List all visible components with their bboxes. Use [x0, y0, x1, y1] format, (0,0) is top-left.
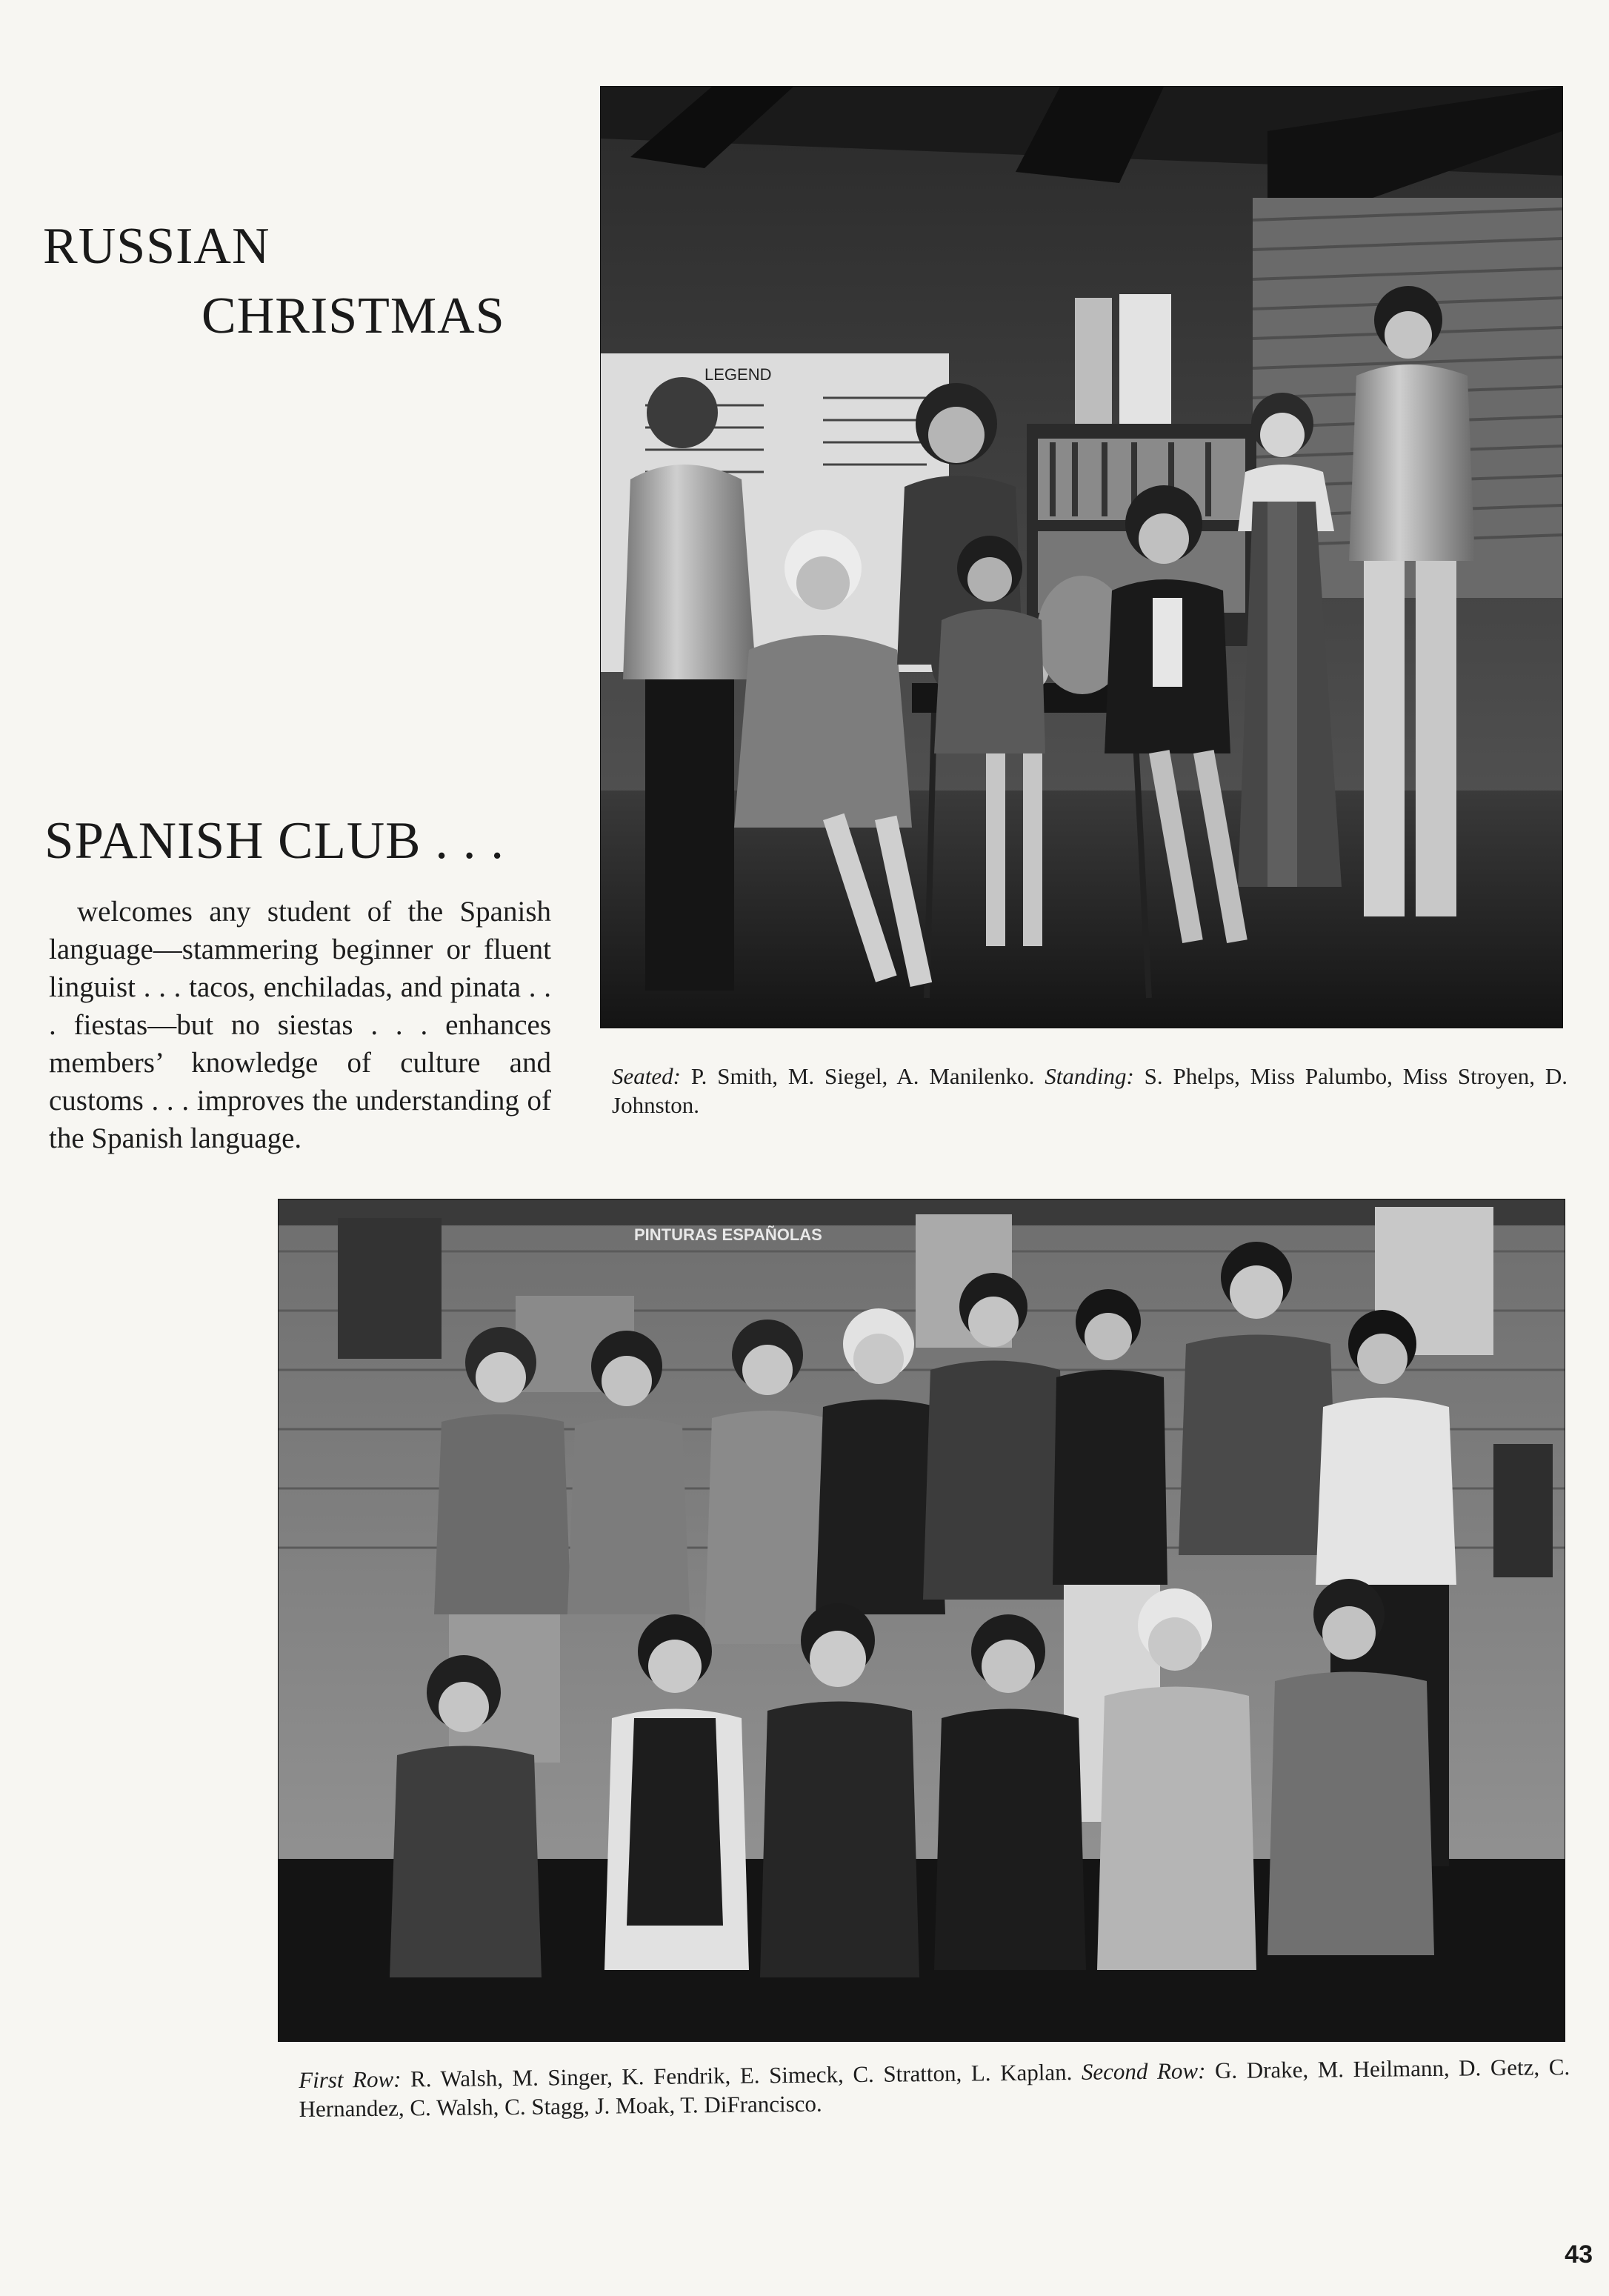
spanish-club-photo-drawing — [279, 1199, 1565, 2041]
spanish-club-caption — [299, 2052, 1570, 2123]
russian-christmas-photo — [600, 86, 1563, 1028]
seated-names: P. Smith, M. Siegel, A. Manilenko. — [690, 1063, 1035, 1089]
second-row-names: G. Drake, M. Heilmann, D. Getz, C. Hernandez, C. Walsh, C. Stagg, J. Moak, T. DiFrancisco. — [299, 2054, 1570, 2122]
second-row-label: Second Row: — [1081, 2057, 1206, 2085]
poster-heading: LEGEND — [704, 365, 772, 384]
seated-label: Seated: — [612, 1063, 681, 1089]
first-row-label: First Row: — [299, 2066, 402, 2093]
russian-christmas-photo-drawing — [601, 87, 1562, 1028]
standing-names: S. Phelps, Miss Palumbo, Miss Stroyen, D. Johnston. — [612, 1063, 1568, 1118]
club-description: welcomes any student of the Spanish language—stammering beginner or fluent linguist . . . tacos, enchiladas, and pinata . . . fiestas—but no siestas . . . enhances members’ knowledge of culture and customs . . . improves the understanding of the Spanish language. — [49, 896, 551, 1154]
section-title-line-1: RUSSIAN — [43, 218, 270, 275]
club-title: SPANISH CLUB . . . — [44, 812, 505, 870]
standing-label: Standing: — [1045, 1063, 1134, 1089]
spanish-club-photo — [278, 1199, 1565, 2042]
first-row-names: R. Walsh, M. Singer, K. Fendrik, E. Simeck, C. Stratton, L. Kaplan. — [410, 2059, 1073, 2092]
banner-text: PINTURAS ESPAÑOLAS — [634, 1225, 822, 1244]
section-title-line-2: CHRISTMAS — [201, 287, 505, 345]
russian-christmas-caption — [612, 1062, 1568, 1119]
page-number: 43 — [1565, 2240, 1593, 2269]
